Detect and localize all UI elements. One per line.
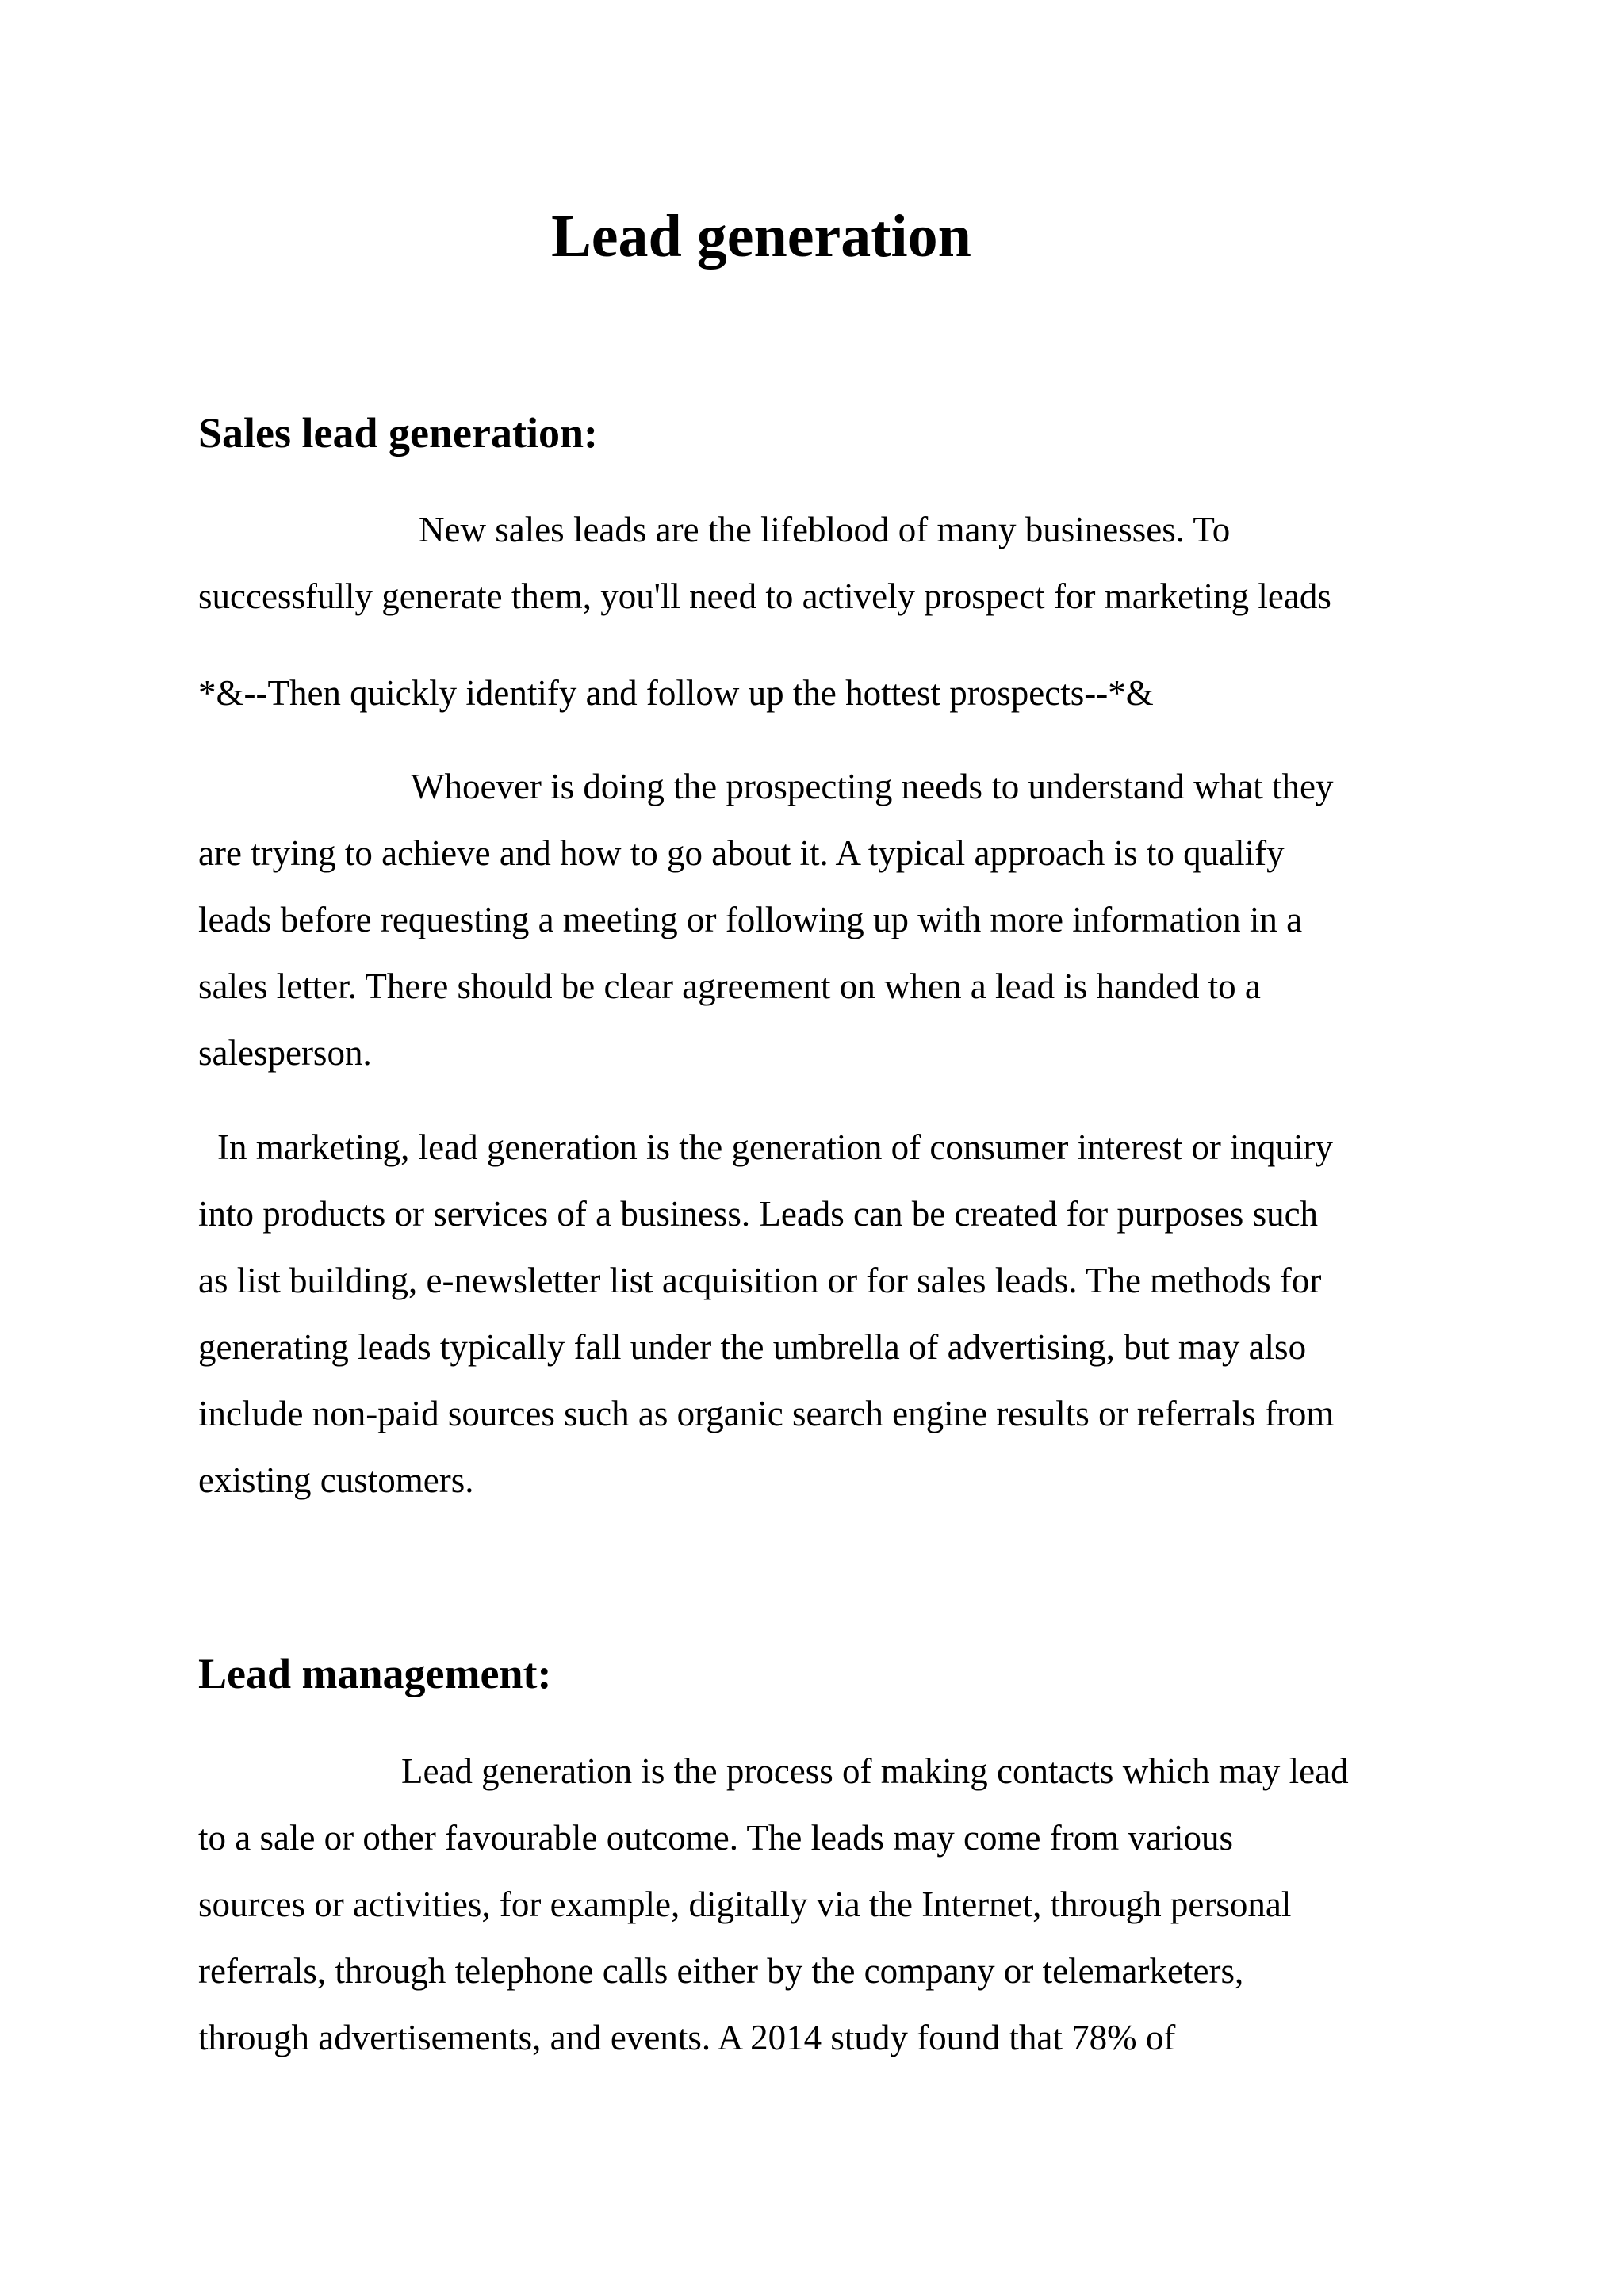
paragraph-line: sources or activities, for example, digitally via the Internet, through personal [198, 1885, 1292, 1924]
paragraph-line: include non-paid sources such as organic search engine results or referrals from [198, 1394, 1335, 1433]
paragraph-prospecting [198, 753, 1435, 1086]
page-title: Lead generation [551, 203, 971, 270]
paragraph-line: generating leads typically fall under the umbrella of advertising, but may also [198, 1327, 1307, 1367]
paragraph-line: existing customers. [198, 1460, 474, 1500]
paragraph-line: successfully generate them, you'll need to actively prospect for marketing leads [198, 576, 1331, 616]
paragraph-line: to a sale or other favourable outcome. The leads may come from various [198, 1818, 1233, 1858]
paragraph-line: are trying to achieve and how to go about it. A typical approach is to qualify [198, 833, 1285, 873]
paragraph-line: sales letter. There should be clear agreement on when a lead is handed to a [198, 966, 1261, 1006]
paragraph-line: into products or services of a business. Leads can be created for purposes such [198, 1194, 1319, 1234]
paragraph-line: leads before requesting a meeting or following up with more information in a [198, 900, 1303, 939]
paragraph-follow-up-note [198, 660, 1435, 726]
paragraph-line: New sales leads are the lifeblood of many businesses. To [419, 510, 1231, 549]
paragraph-line: In marketing, lead generation is the generation of consumer interest or inquiry [217, 1127, 1334, 1167]
section-heading-lead-management: Lead management: [198, 1650, 552, 1697]
paragraph-line: Lead generation is the process of making contacts which may lead [401, 1751, 1349, 1791]
section-heading-sales-lead-generation: Sales lead generation: [198, 409, 598, 457]
paragraph-line: through advertisements, and events. A 2014 study found that 78% of [198, 2018, 1176, 2057]
paragraph-sales-intro [198, 496, 1435, 629]
paragraph-line: salesperson. [198, 1033, 372, 1073]
paragraph-marketing-definition [198, 1114, 1435, 1513]
paragraph-lead-management [198, 1738, 1435, 2071]
paragraph-line: as list building, e-newsletter list acquisition or for sales leads. The methods for [198, 1261, 1322, 1300]
paragraph-line: *&--Then quickly identify and follow up the hottest prospects--*& [198, 673, 1154, 713]
paragraph-line: referrals, through telephone calls either by the company or telemarketers, [198, 1951, 1244, 1991]
paragraph-line: Whoever is doing the prospecting needs to understand what they [411, 767, 1334, 806]
